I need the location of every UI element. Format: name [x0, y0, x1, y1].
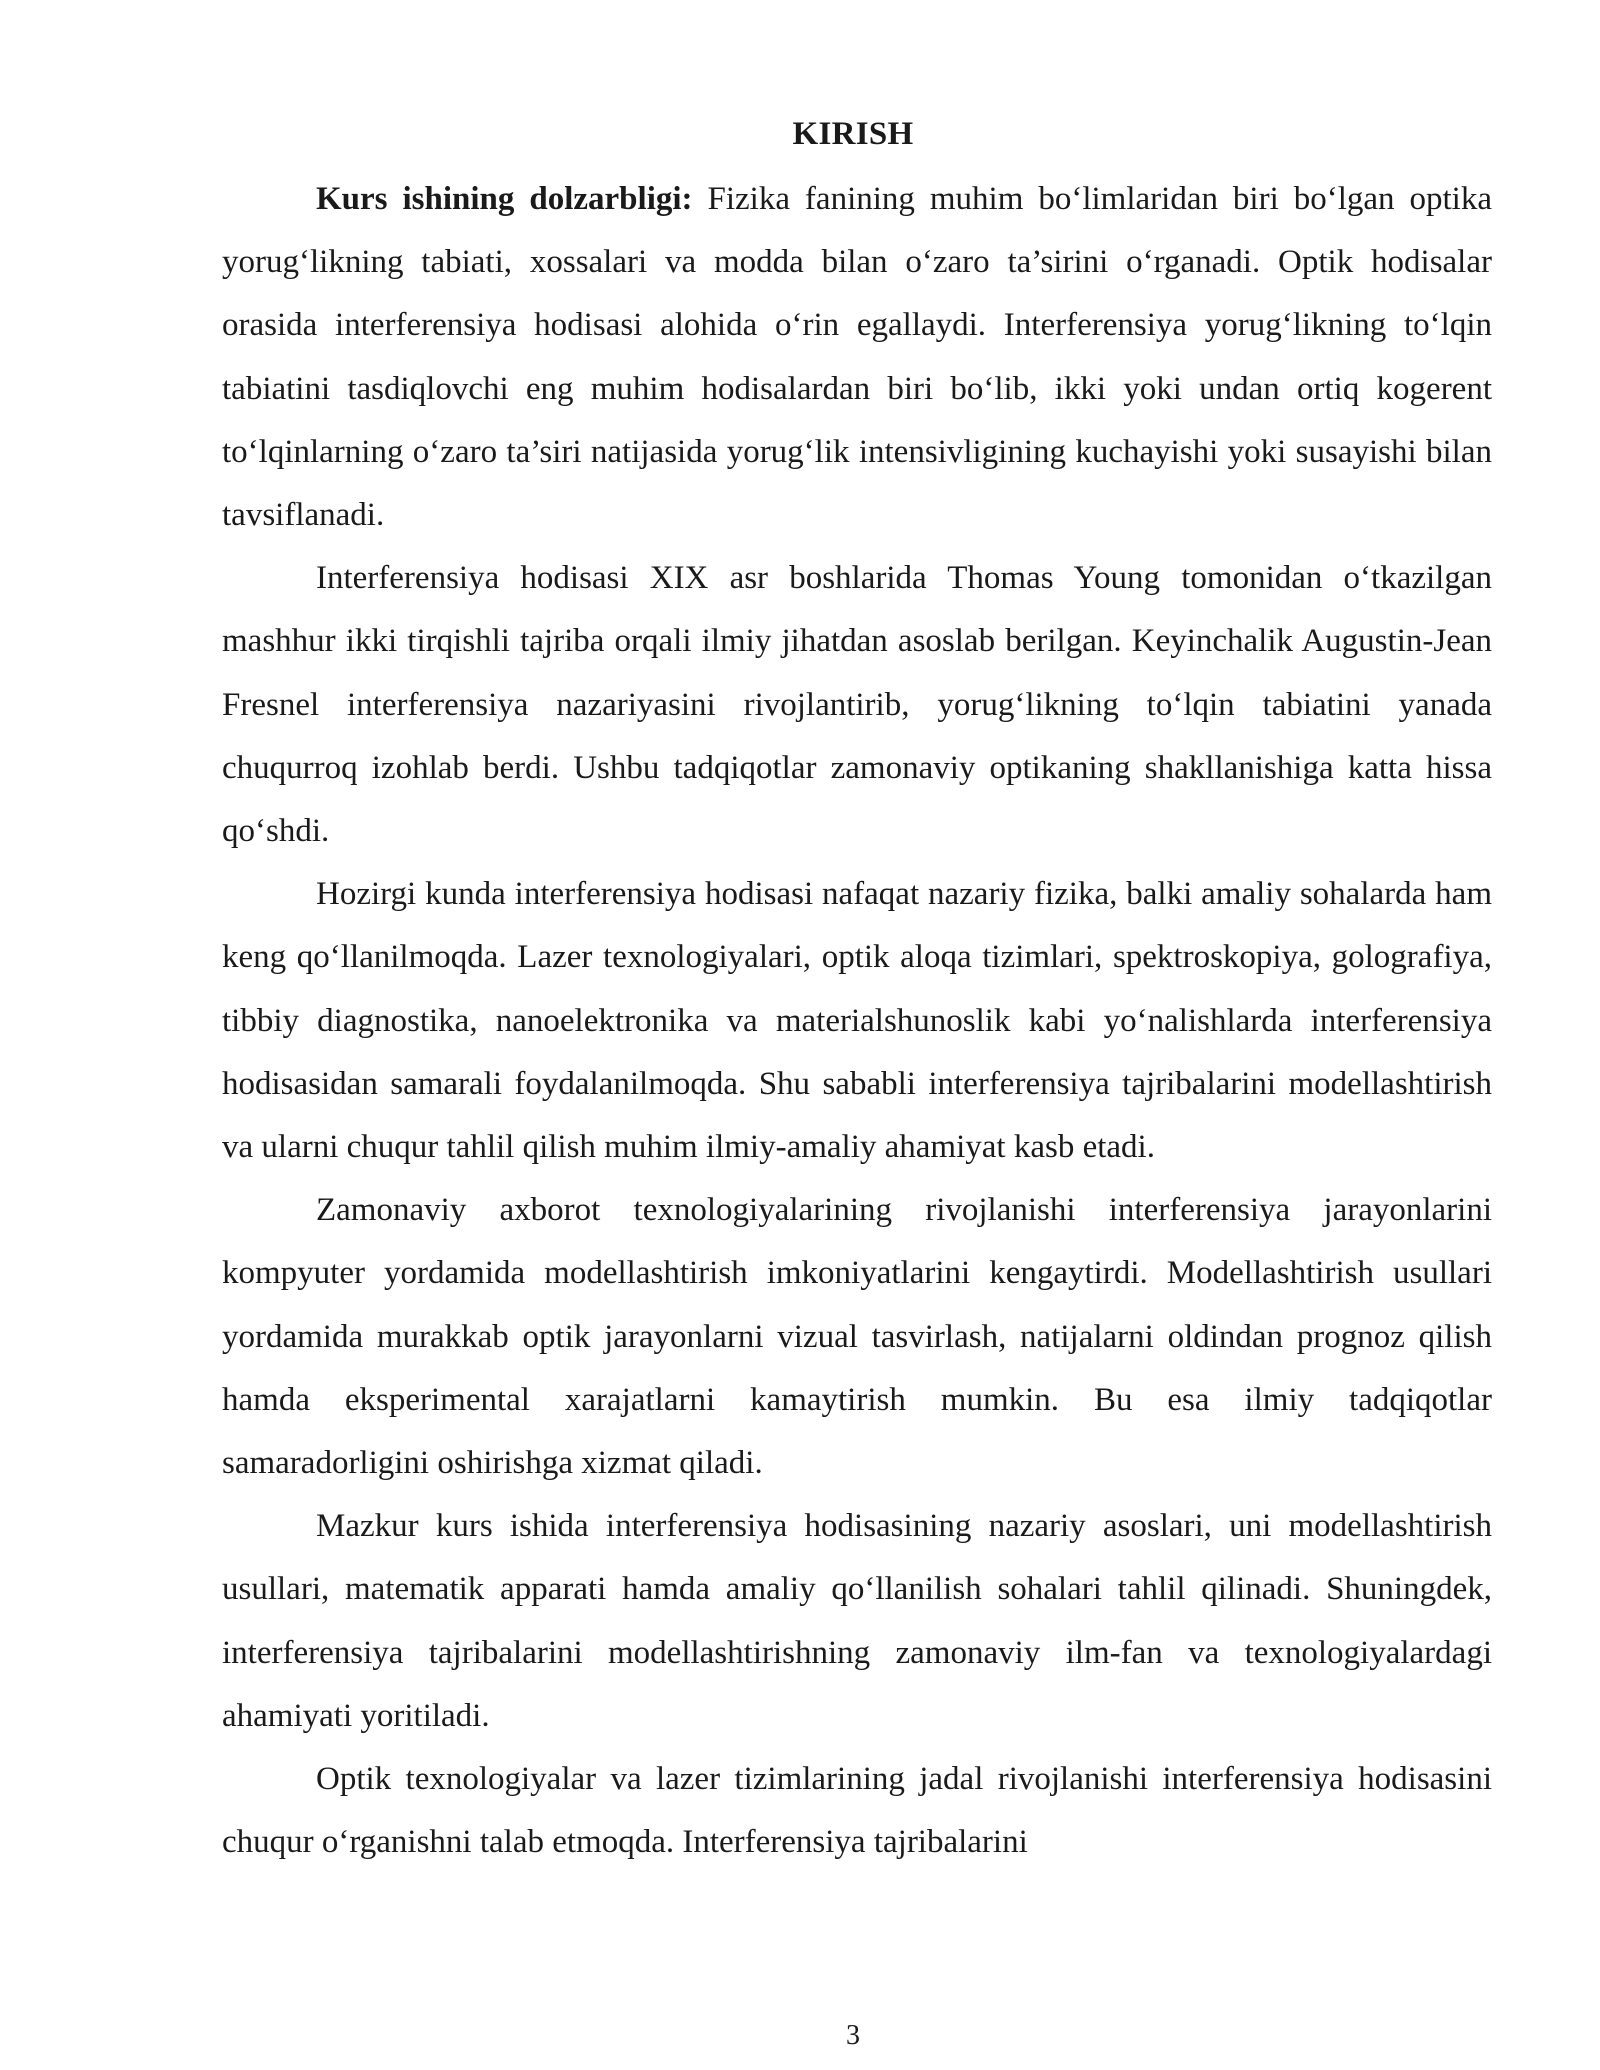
- paragraph-applications: Hozirgi kunda interferensiya hodisasi nafaqat nazariy fizika, balki amaliy sohalarda ham keng qo‘llanilmoqda. Lazer texnologiyalari, optik aloqa tizimlari, spektroskopiya, golografiya, tibbiy diagnostika, nanoelektronika va materialshunoslik kabi yo‘nalishlarda interferensiya hodisasidan samarali foydalanilmoqda. Shu sababli interferensiya tajribalarini modellashtirish va ularni chuqur tahlil qilish muhim ilmiy-amaliy ahamiyat kasb etadi.: [222, 876, 1492, 1166]
- document-body: [222, 168, 1492, 1874]
- paragraph-modelling: Zamonaviy axborot texnologiyalarining rivojlanishi interferensiya jarayonlarini kompyuter yordamida modellashtirish imkoniyatlarini kengaytirdi. Modellashtirish usullari yordamida murakkab optik jarayonlarni vizual tasvirlash, natijalarni oldindan prognoz qilish hamda eksperimental xarajatlarni kamaytirish mumkin. Bu esa ilmiy tadqiqotlar samaradorligini oshirishga xizmat qiladi.: [222, 1192, 1492, 1482]
- paragraph-lead-heading: Kurs ishining dolzarbligi:: [316, 181, 693, 217]
- paragraph-history: Interferensiya hodisasi XIX asr boshlarida Thomas Young tomonidan o‘tkazilgan mashhur ikki tirqishli tajriba orqali ilmiy jihatdan asoslab berilgan. Keyinchalik Augustin-Jean Fresnel interferensiya nazariyasini rivojlantirib, yorug‘likning to‘lqin tabiatini yanada chuqurroq izohlab berdi. Ushbu tadqiqotlar zamonaviy optikaning shakllanishiga katta hissa qo‘shdi.: [222, 560, 1492, 850]
- paragraph-continuation: Optik texnologiyalar va lazer tizimlarining jadal rivojlanishi interferensiya hodisasini chuqur o‘rganishni talab etmoqda. Interferensiya tajribalarini: [222, 1761, 1492, 1861]
- page-number: 3: [846, 2020, 860, 2051]
- paragraph-scope: Mazkur kurs ishida interferensiya hodisasining nazariy asoslari, uni modellashtirish usullari, matematik apparati hamda amaliy qo‘llanilish sohalari tahlil qilinadi. Shuningdek, interferensiya tajribalarini modellashtirishning zamonaviy ilm-fan va texnologiyalardagi ahamiyati yoritiladi.: [222, 1508, 1492, 1734]
- paragraph-relevance: [222, 168, 1492, 547]
- paragraph-text: Fizika fanining muhim bo‘limlaridan biri bo‘lgan optika yorug‘likning tabiati, xossalari va modda bilan o‘zaro ta’sirini o‘rganadi. Optik hodisalar orasida interferensiya hodisasi alohida o‘rin egallaydi. Interferensiya yorug‘likning to‘lqin tabiatini tasdiqlovchi eng muhim hodisalardan biri bo‘lib, ikki yoki undan ortiq kogerent to‘lqinlarning o‘zaro ta’siri natijasida yorug‘lik intensivligining kuchayishi yoki susayishi bilan tavsiflanadi.: [222, 181, 1492, 534]
- section-title: KIRISH: [792, 116, 914, 152]
